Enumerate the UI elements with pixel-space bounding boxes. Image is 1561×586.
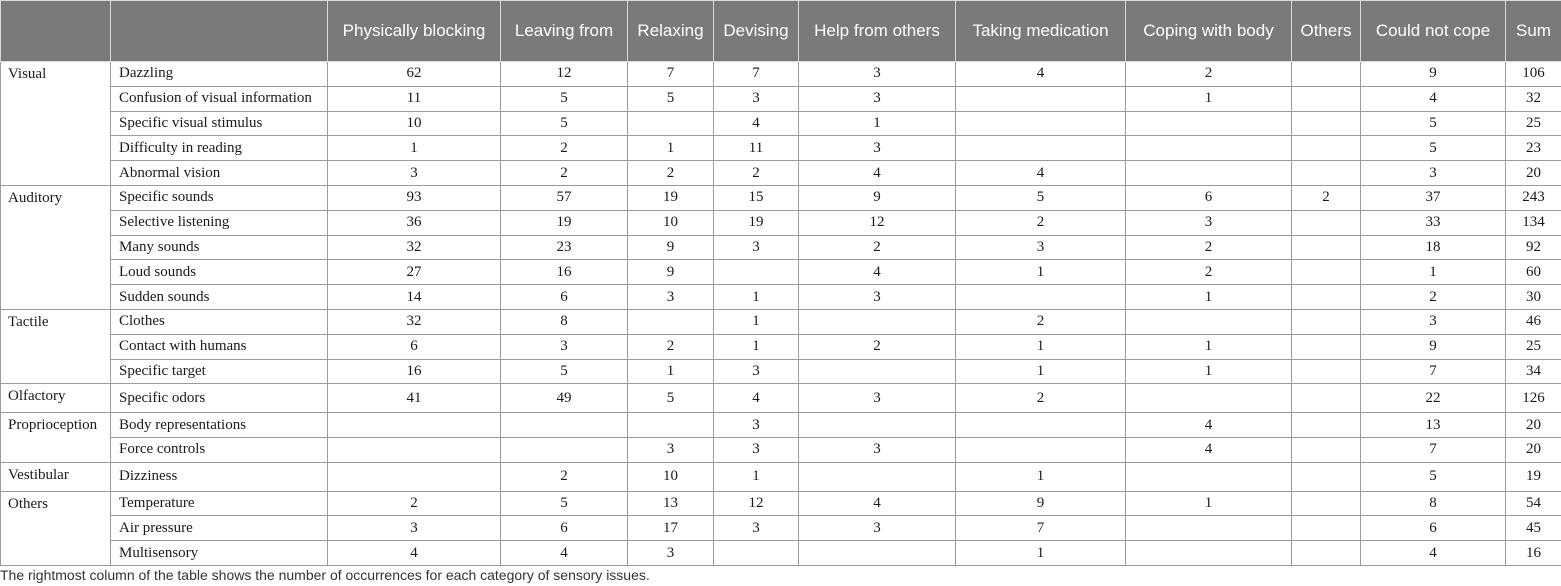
value-cell: [956, 413, 1126, 438]
value-cell: [1292, 516, 1361, 541]
value-cell: [799, 413, 956, 438]
value-cell: [628, 413, 714, 438]
value-cell: 2: [1292, 185, 1361, 210]
table-row: [1, 86, 1561, 111]
row-label-cell: Dizziness: [111, 462, 328, 491]
value-cell: 13: [628, 491, 714, 516]
value-cell: 11: [714, 136, 799, 161]
table-body: [1, 62, 1561, 566]
row-label-cell: Specific visual stimulus: [111, 111, 328, 136]
value-cell: 3: [799, 437, 956, 462]
category-cell: Auditory: [1, 185, 111, 309]
row-label-cell: Body representations: [111, 413, 328, 438]
table-row: [1, 136, 1561, 161]
row-label-cell: Force controls: [111, 437, 328, 462]
table-row: [1, 491, 1561, 516]
category-cell: Visual: [1, 62, 111, 186]
value-cell: [956, 437, 1126, 462]
value-cell: 3: [628, 437, 714, 462]
value-cell: [1292, 491, 1361, 516]
value-cell: [1292, 210, 1361, 235]
value-cell: 2: [1126, 235, 1292, 260]
table-row: [1, 62, 1561, 87]
value-cell: 3: [956, 235, 1126, 260]
table-row: [1, 235, 1561, 260]
value-cell: 12: [501, 62, 628, 87]
table-row: [1, 541, 1561, 566]
row-label-cell: Clothes: [111, 309, 328, 334]
value-cell: 4: [328, 541, 501, 566]
value-cell: [1126, 136, 1292, 161]
value-cell: [799, 541, 956, 566]
category-cell: Proprioception: [1, 413, 111, 463]
value-cell: 1: [1126, 285, 1292, 310]
value-cell: 5: [1361, 136, 1506, 161]
value-cell: 2: [799, 334, 956, 359]
table-row: [1, 260, 1561, 285]
value-cell: 3: [501, 334, 628, 359]
table-caption: The rightmost column of the table shows the number of occurrences for each category of sensory issues.: [0, 567, 650, 583]
value-cell: 4: [799, 260, 956, 285]
row-label-cell: Selective listening: [111, 210, 328, 235]
value-cell: [1126, 309, 1292, 334]
category-cell: Olfactory: [1, 384, 111, 413]
row-label-cell: Abnormal vision: [111, 161, 328, 186]
value-cell: 6: [501, 285, 628, 310]
value-cell: 2: [956, 210, 1126, 235]
row-label-cell: Loud sounds: [111, 260, 328, 285]
row-label-cell: Sudden sounds: [111, 285, 328, 310]
value-cell: 2: [501, 136, 628, 161]
value-cell: 9: [956, 491, 1126, 516]
value-cell: 5: [501, 359, 628, 384]
header-row: [1, 1, 1561, 62]
value-cell: 18: [1361, 235, 1506, 260]
value-cell: 4: [1126, 413, 1292, 438]
sum-cell: 45: [1506, 516, 1561, 541]
value-cell: 1: [956, 541, 1126, 566]
row-label-cell: Air pressure: [111, 516, 328, 541]
value-cell: 17: [628, 516, 714, 541]
category-cell: Others: [1, 491, 111, 565]
header-cell: Sum: [1506, 1, 1561, 62]
sum-cell: 20: [1506, 413, 1561, 438]
value-cell: 36: [328, 210, 501, 235]
category-cell: Vestibular: [1, 462, 111, 491]
value-cell: [628, 309, 714, 334]
value-cell: 4: [799, 161, 956, 186]
value-cell: 16: [328, 359, 501, 384]
value-cell: 3: [714, 516, 799, 541]
value-cell: [1292, 62, 1361, 87]
header-cell: [1, 1, 111, 62]
value-cell: 3: [628, 285, 714, 310]
value-cell: 2: [501, 462, 628, 491]
value-cell: [1126, 541, 1292, 566]
value-cell: 2: [328, 491, 501, 516]
value-cell: [1292, 111, 1361, 136]
value-cell: 14: [328, 285, 501, 310]
value-cell: 5: [956, 185, 1126, 210]
value-cell: 10: [628, 210, 714, 235]
value-cell: [501, 437, 628, 462]
row-label-cell: Specific odors: [111, 384, 328, 413]
value-cell: [328, 413, 501, 438]
value-cell: 3: [714, 413, 799, 438]
value-cell: 62: [328, 62, 501, 87]
value-cell: 1: [628, 359, 714, 384]
sum-cell: 19: [1506, 462, 1561, 491]
value-cell: 2: [956, 384, 1126, 413]
header-cell: [111, 1, 328, 62]
table-row: [1, 359, 1561, 384]
sum-cell: 23: [1506, 136, 1561, 161]
sum-cell: 243: [1506, 185, 1561, 210]
header-cell: Relaxing: [628, 1, 714, 62]
value-cell: 23: [501, 235, 628, 260]
value-cell: [1292, 86, 1361, 111]
value-cell: [956, 111, 1126, 136]
value-cell: 5: [501, 86, 628, 111]
value-cell: 3: [714, 437, 799, 462]
value-cell: 4: [956, 62, 1126, 87]
value-cell: 1: [714, 309, 799, 334]
value-cell: 16: [501, 260, 628, 285]
header-cell: Others: [1292, 1, 1361, 62]
value-cell: 7: [1361, 437, 1506, 462]
value-cell: [1292, 541, 1361, 566]
value-cell: 32: [328, 235, 501, 260]
table-row: [1, 334, 1561, 359]
value-cell: 7: [956, 516, 1126, 541]
value-cell: 4: [1126, 437, 1292, 462]
value-cell: 3: [799, 516, 956, 541]
sum-cell: 25: [1506, 111, 1561, 136]
value-cell: 3: [1361, 161, 1506, 186]
row-label-cell: Specific sounds: [111, 185, 328, 210]
value-cell: [714, 260, 799, 285]
sum-cell: 30: [1506, 285, 1561, 310]
row-label-cell: Multisensory: [111, 541, 328, 566]
value-cell: 9: [799, 185, 956, 210]
value-cell: [1292, 437, 1361, 462]
value-cell: 6: [1126, 185, 1292, 210]
value-cell: [328, 462, 501, 491]
value-cell: [1292, 359, 1361, 384]
value-cell: [1292, 413, 1361, 438]
value-cell: 1: [956, 260, 1126, 285]
value-cell: 49: [501, 384, 628, 413]
table-row: [1, 210, 1561, 235]
value-cell: [1292, 161, 1361, 186]
header-cell: Could not cope: [1361, 1, 1506, 62]
table-row: [1, 285, 1561, 310]
value-cell: 8: [501, 309, 628, 334]
value-cell: [1292, 235, 1361, 260]
sum-cell: 25: [1506, 334, 1561, 359]
value-cell: 6: [1361, 516, 1506, 541]
value-cell: [1126, 462, 1292, 491]
value-cell: 3: [714, 86, 799, 111]
value-cell: [1292, 260, 1361, 285]
value-cell: 4: [501, 541, 628, 566]
sum-cell: 54: [1506, 491, 1561, 516]
value-cell: 27: [328, 260, 501, 285]
value-cell: [714, 541, 799, 566]
value-cell: [799, 309, 956, 334]
value-cell: [1292, 334, 1361, 359]
header-cell: Leaving from: [501, 1, 628, 62]
value-cell: [1292, 309, 1361, 334]
value-cell: [956, 285, 1126, 310]
value-cell: 1: [714, 285, 799, 310]
value-cell: 19: [714, 210, 799, 235]
table-row: [1, 516, 1561, 541]
value-cell: 1: [1126, 86, 1292, 111]
row-label-cell: Difficulty in reading: [111, 136, 328, 161]
header-cell: Physically blocking: [328, 1, 501, 62]
value-cell: 3: [1126, 210, 1292, 235]
value-cell: 2: [799, 235, 956, 260]
value-cell: 6: [328, 334, 501, 359]
sum-cell: 20: [1506, 161, 1561, 186]
value-cell: [1292, 136, 1361, 161]
value-cell: 4: [799, 491, 956, 516]
value-cell: [956, 136, 1126, 161]
value-cell: 7: [628, 62, 714, 87]
table-row: [1, 462, 1561, 491]
value-cell: [1126, 516, 1292, 541]
value-cell: 7: [714, 62, 799, 87]
value-cell: [1126, 161, 1292, 186]
value-cell: 9: [1361, 334, 1506, 359]
table-row: [1, 437, 1561, 462]
sum-cell: 106: [1506, 62, 1561, 87]
header-cell: Devising: [714, 1, 799, 62]
value-cell: [501, 413, 628, 438]
value-cell: [799, 462, 956, 491]
value-cell: [1292, 285, 1361, 310]
value-cell: 1: [956, 334, 1126, 359]
value-cell: 22: [1361, 384, 1506, 413]
value-cell: 2: [501, 161, 628, 186]
value-cell: [956, 86, 1126, 111]
value-cell: 12: [799, 210, 956, 235]
sum-cell: 20: [1506, 437, 1561, 462]
header-cell: Help from others: [799, 1, 956, 62]
value-cell: 12: [714, 491, 799, 516]
value-cell: 10: [628, 462, 714, 491]
row-label-cell: Contact with humans: [111, 334, 328, 359]
value-cell: 1: [1126, 334, 1292, 359]
header-cell: Taking medication: [956, 1, 1126, 62]
value-cell: 2: [714, 161, 799, 186]
value-cell: [1126, 111, 1292, 136]
value-cell: 37: [1361, 185, 1506, 210]
value-cell: 4: [1361, 541, 1506, 566]
row-label-cell: Specific target: [111, 359, 328, 384]
value-cell: 9: [1361, 62, 1506, 87]
row-label-cell: Dazzling: [111, 62, 328, 87]
value-cell: 13: [1361, 413, 1506, 438]
value-cell: 9: [628, 235, 714, 260]
value-cell: 1: [328, 136, 501, 161]
value-cell: 3: [799, 136, 956, 161]
value-cell: 5: [501, 491, 628, 516]
value-cell: 2: [628, 161, 714, 186]
table-row: [1, 309, 1561, 334]
row-label-cell: Confusion of visual information: [111, 86, 328, 111]
value-cell: 19: [501, 210, 628, 235]
value-cell: 32: [328, 309, 501, 334]
value-cell: 3: [714, 235, 799, 260]
sum-cell: 16: [1506, 541, 1561, 566]
value-cell: 3: [799, 285, 956, 310]
value-cell: 6: [501, 516, 628, 541]
value-cell: 2: [1361, 285, 1506, 310]
sum-cell: 92: [1506, 235, 1561, 260]
value-cell: 1: [1126, 359, 1292, 384]
value-cell: 1: [1126, 491, 1292, 516]
sum-cell: 134: [1506, 210, 1561, 235]
value-cell: 33: [1361, 210, 1506, 235]
value-cell: [328, 437, 501, 462]
sum-cell: 60: [1506, 260, 1561, 285]
value-cell: 4: [956, 161, 1126, 186]
value-cell: 3: [799, 62, 956, 87]
category-cell: Tactile: [1, 309, 111, 383]
value-cell: 3: [1361, 309, 1506, 334]
table-row: [1, 185, 1561, 210]
value-cell: 15: [714, 185, 799, 210]
table-row: [1, 384, 1561, 413]
value-cell: 1: [714, 462, 799, 491]
value-cell: 4: [1361, 86, 1506, 111]
value-cell: 3: [328, 516, 501, 541]
value-cell: 2: [1126, 62, 1292, 87]
header-cell: Coping with body: [1126, 1, 1292, 62]
sum-cell: 46: [1506, 309, 1561, 334]
table-row: [1, 161, 1561, 186]
value-cell: 10: [328, 111, 501, 136]
row-label-cell: Many sounds: [111, 235, 328, 260]
value-cell: 5: [628, 86, 714, 111]
value-cell: [1292, 384, 1361, 413]
value-cell: 11: [328, 86, 501, 111]
value-cell: 2: [956, 309, 1126, 334]
value-cell: 1: [956, 359, 1126, 384]
value-cell: 1: [714, 334, 799, 359]
value-cell: 2: [628, 334, 714, 359]
value-cell: 1: [628, 136, 714, 161]
value-cell: 19: [628, 185, 714, 210]
table-row: [1, 413, 1561, 438]
value-cell: [1126, 384, 1292, 413]
value-cell: 5: [628, 384, 714, 413]
value-cell: 1: [956, 462, 1126, 491]
value-cell: 57: [501, 185, 628, 210]
value-cell: 4: [714, 111, 799, 136]
table-row: [1, 111, 1561, 136]
value-cell: 4: [714, 384, 799, 413]
value-cell: 3: [799, 86, 956, 111]
value-cell: [1292, 462, 1361, 491]
value-cell: 5: [1361, 462, 1506, 491]
value-cell: 41: [328, 384, 501, 413]
value-cell: 9: [628, 260, 714, 285]
value-cell: 1: [799, 111, 956, 136]
value-cell: 1: [1361, 260, 1506, 285]
value-cell: 8: [1361, 491, 1506, 516]
sum-cell: 32: [1506, 86, 1561, 111]
value-cell: 2: [1126, 260, 1292, 285]
sum-cell: 126: [1506, 384, 1561, 413]
row-label-cell: Temperature: [111, 491, 328, 516]
value-cell: 3: [328, 161, 501, 186]
value-cell: 93: [328, 185, 501, 210]
value-cell: 3: [628, 541, 714, 566]
value-cell: 3: [799, 384, 956, 413]
value-cell: 5: [1361, 111, 1506, 136]
value-cell: 5: [501, 111, 628, 136]
value-cell: [799, 359, 956, 384]
value-cell: 3: [714, 359, 799, 384]
sum-cell: 34: [1506, 359, 1561, 384]
value-cell: [628, 111, 714, 136]
value-cell: 7: [1361, 359, 1506, 384]
